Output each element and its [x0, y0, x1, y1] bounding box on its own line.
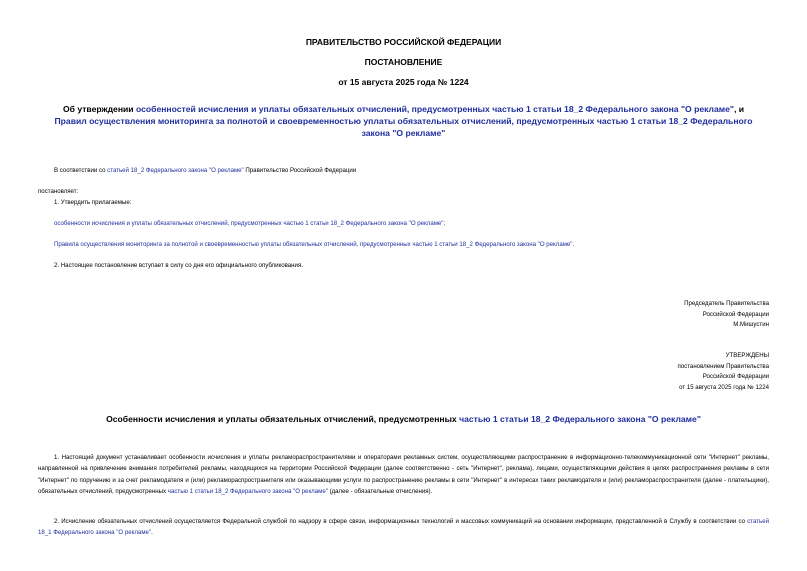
signature-name: М.Мишустин — [733, 321, 769, 329]
paragraph-2 — [38, 516, 769, 539]
document-type: ПОСТАНОВЛЕНИЕ — [364, 57, 443, 67]
preamble-link[interactable]: статьей 18_2 Федерального закона "О рекламе" — [107, 167, 244, 174]
signature-line-2: Российской Федерации — [702, 310, 769, 318]
paragraph-1-link[interactable]: частью 1 статьи 18_2 Федерального закона "О рекламе" — [167, 487, 328, 495]
subtitle-link[interactable]: частью 1 статьи 18_2 Федерального закона "О рекламе" — [459, 414, 701, 424]
document-title — [46, 103, 761, 139]
signature-block — [684, 299, 769, 331]
item-2: 2. Настоящее постановление вступает в силу со дня его официального опубликования. — [54, 262, 303, 269]
signature-line-1: Председатель Правительства — [684, 300, 769, 307]
title-link-rules[interactable]: Правил осуществления мониторинга за полнотой и своевременностью уплаты обязательных отчислений, предусмотренных частью 1 статьи 18_2 Федерального закона "О рекламе" — [54, 116, 753, 138]
preamble-prefix: В соответствии со — [54, 167, 108, 174]
preamble-suffix: Правительство Российской Федерации — [243, 167, 357, 174]
government-heading: ПРАВИТЕЛЬСТВО РОССИЙСКОЙ ФЕДЕРАЦИИ — [305, 37, 502, 47]
approval-line-4: от 15 августа 2025 года № 1224 — [679, 384, 769, 392]
section-subtitle — [0, 414, 807, 424]
paragraph-1-suffix: (далее - обязательные отчисления). — [327, 487, 433, 495]
preamble — [54, 166, 356, 176]
resolves-text: постановляет: — [38, 188, 79, 195]
title-link-features[interactable]: особенностей исчисления и уплаты обязательных отчислений, предусмотренных частью 1 статьи 18_2 Федерального закона "О рекламе" — [135, 104, 734, 114]
item-1-link-rules[interactable]: Правила осуществления мониторинга за полнотой и своевременностью уплаты обязательных отчислений, предусмотренных частью 1 статьи 18_2 Федерального закона "О рекламе". — [54, 241, 575, 248]
subtitle-prefix: Особенности исчисления и уплаты обязательных отчислений, предусмотренных — [106, 414, 460, 424]
paragraph-2-text: 2. Исчисление обязательных отчислений осуществляется Федеральной службой по надзору в сфере связи, информационных технологий и массовых коммуникаций на основании информации, представленной в Службу в соответствии со — [54, 518, 748, 525]
paragraph-1 — [38, 452, 769, 497]
paragraph-1-text: 1. Настоящий документ устанавливает особенности исчисления и уплаты рекламораспространителями и операторами рекламных систем, осуществляющими распространение в информационно-телекоммуникационной сети "Интернет" рекламы, направленной на привлечение внимания потребителей рекламы, находящихся на территории Российской Федерации (далее соответственно - сеть "Интернет", реклама), лицами, осуществляющими действия в целях распространения рекламы в сети "Интернет" по поручению и за счет рекламодателя и (или) рекламораспространителя или оказывающими услуги по распространению рекламы в сети "Интернет" в интересах таких рекламодателя и (или) рекламораспространителя (далее - плательщики), обязательных отчислений, предусмотренных — [38, 454, 769, 495]
approval-line-2: постановлением Правительства — [677, 362, 769, 370]
approval-line-3: Российской Федерации — [702, 373, 769, 381]
title-prefix: Об утверждении — [62, 104, 136, 114]
paragraph-2-suffix: . — [151, 529, 153, 537]
item-1: 1. Утвердить прилагаемые: — [54, 199, 132, 206]
document-date-number: от 15 августа 2025 года № 1224 — [338, 77, 469, 87]
item-1-link-features[interactable]: особенности исчисления и уплаты обязательных отчислений, предусмотренных частью 1 статьи 18_2 Федерального закона "О рекламе"; — [54, 220, 446, 227]
title-middle: , и — [733, 104, 745, 114]
paragraph-2-link[interactable]: статьей 18_1 Федерального закона "О рекламе" — [38, 518, 769, 537]
approval-line-1: УТВЕРЖДЕНЫ — [725, 352, 769, 359]
approval-block — [677, 351, 769, 394]
